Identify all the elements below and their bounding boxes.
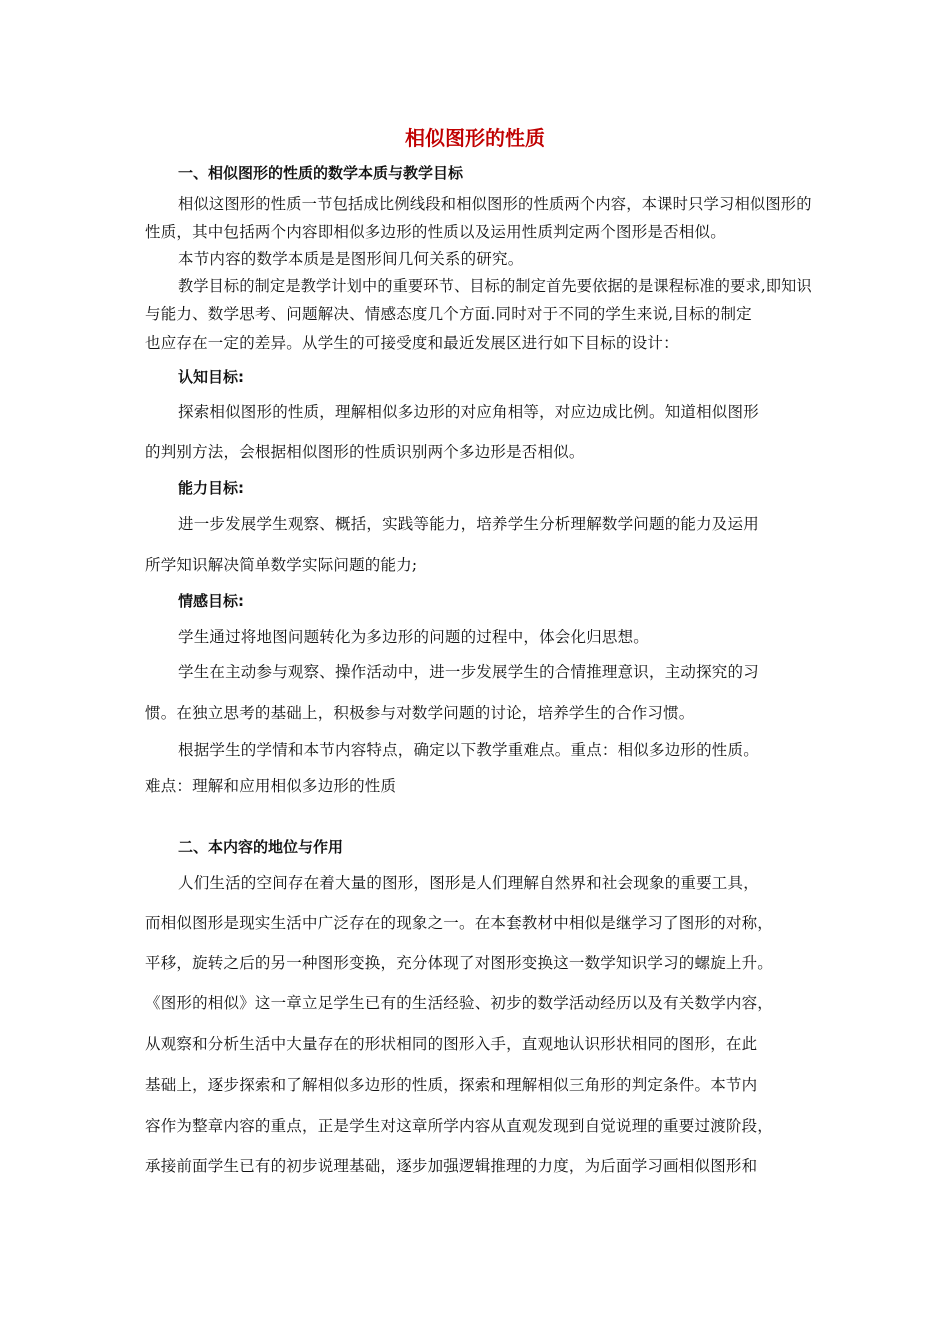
document-title: 相似图形的性质 <box>405 126 545 150</box>
paragraph-line: 从观察和分析生活中大量存在的形状相同的图形入手，直观地认识形状相同的图形，在此 <box>145 1035 758 1053</box>
paragraph-line: 与能力、数学思考、问题解决、情感态度几个方面.同时对于不同的学生来说,目标的制定 <box>145 305 752 323</box>
paragraph-line: 人们生活的空间存在着大量的图形，图形是人们理解自然界和社会现象的重要工具， <box>178 874 759 892</box>
paragraph-line: 进一步发展学生观察、概括，实践等能力，培养学生分析理解数学问题的能力及运用 <box>178 515 759 533</box>
paragraph-line: 本节内容的数学本质是是图形间几何关系的研究。 <box>178 250 524 268</box>
cognitive-goal-heading: 认知目标: <box>178 368 244 386</box>
paragraph-line: 承接前面学生已有的初步说理基础，逐步加强逻辑推理的力度，为后面学习画相似图形和 <box>145 1157 758 1175</box>
paragraph-line: 惯。在独立思考的基础上，积极参与对数学问题的讨论，培养学生的合作习惯。 <box>145 704 695 722</box>
paragraph-line: 基础上，逐步探索和了解相似多边形的性质，探索和理解相似三角形的判定条件。本节内 <box>145 1076 758 1094</box>
paragraph-line: 的判别方法，会根据相似图形的性质识别两个多边形是否相似。 <box>145 443 585 461</box>
paragraph-line: 所学知识解决简单数学实际问题的能力; <box>145 556 418 574</box>
section2-heading: 二、本内容的地位与作用 <box>178 838 344 856</box>
paragraph-line: 根据学生的学情和本节内容特点，确定以下教学重难点。重点：相似多边形的性质。 <box>178 741 759 759</box>
paragraph-line: 探索相似图形的性质，理解相似多边形的对应角相等，对应边成比例。知道相似图形 <box>178 403 759 421</box>
ability-goal-heading: 能力目标: <box>178 479 244 497</box>
paragraph-line: 教学目标的制定是教学计划中的重要环节、目标的制定首先要依据的是课程标准的要求,即知识 <box>178 277 812 295</box>
paragraph-line: 《图形的相似》这一章立足学生已有的生活经验、初步的数学活动经历以及有关数学内容， <box>145 994 774 1012</box>
paragraph-line: 难点：理解和应用相似多边形的性质 <box>145 777 397 795</box>
paragraph-line: 平移，旋转之后的另一种图形变换，充分体现了对图形变换这一数学知识学习的螺旋上升。 <box>145 954 774 972</box>
paragraph-line: 学生在主动参与观察、操作活动中，进一步发展学生的合情推理意识，主动探究的习 <box>178 663 759 681</box>
emotion-goal-heading: 情感目标: <box>178 592 244 610</box>
paragraph-line: 也应存在一定的差异。从学生的可接受度和最近发展区进行如下目标的设计： <box>145 334 679 352</box>
paragraph-line: 相似这图形的性质一节包括成比例线段和相似图形的性质两个内容，本课时只学习相似图形的 <box>178 195 812 213</box>
paragraph-line: 性质，其中包括两个内容即相似多边形的性质以及运用性质判定两个图形是否相似。 <box>145 223 726 241</box>
paragraph-line: 而相似图形是现实生活中广泛存在的现象之一。在本套教材中相似是继学习了图形的对称， <box>145 914 774 932</box>
paragraph-line: 学生通过将地图问题转化为多边形的问题的过程中，体会化归思想。 <box>178 628 650 646</box>
paragraph-line: 容作为整章内容的重点，正是学生对这章所学内容从直观发现到自觉说理的重要过渡阶段， <box>145 1117 774 1135</box>
section1-heading: 一、相似图形的性质的数学本质与教学目标 <box>178 164 464 182</box>
